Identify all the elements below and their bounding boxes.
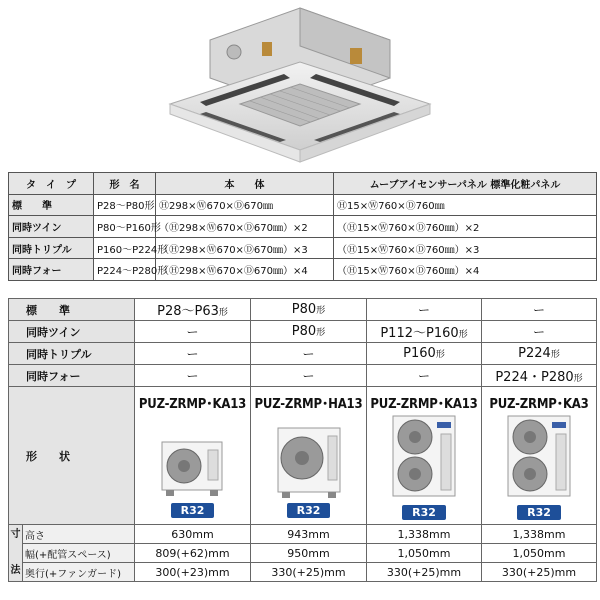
row-standard [9,299,597,321]
dim-value: 943mm [251,525,367,544]
dim-value: 1,050mm [367,544,482,563]
header-type: タ イ プ [9,173,94,195]
label-model: 形 状 [26,449,70,463]
cell-dash: ー [367,365,482,387]
header-model: 形 名 [94,173,156,195]
cell-suffix: 形 [218,308,228,318]
r32-badge: R32 [287,503,331,518]
dim-row-height [9,525,597,544]
cell-value: P224・P280 [495,370,574,385]
cell-dash: ー [251,343,367,365]
cell-suffix: 形 [573,374,583,384]
model-cell [482,387,597,525]
dim-row-width [9,544,597,563]
row-panel: Ⓗ15×Ⓦ760×Ⓓ760㎜ [334,194,597,216]
row-twin [9,321,597,343]
cell-value: P28～P63 [157,304,219,319]
cell-suffix: 形 [316,306,326,316]
model-name: PUZ-ZRMP･KA3 [489,397,589,412]
row-four [9,365,597,387]
dim-value: 950mm [251,544,367,563]
row-model: P224～P280形 [94,259,156,281]
dim-label: 幅(+配管スペース) [23,544,135,563]
dim-value: 809(+62)mm [135,544,251,563]
dims-group-label: 寸 法 [9,525,23,582]
row-model: P28～P80形 [94,194,156,216]
row-body: （Ⓗ298×Ⓦ670×Ⓓ670㎜）×3 [156,237,334,259]
panel-size-table [8,172,597,281]
dim-value: 330(+25)mm [367,563,482,582]
dim-label: 高さ [23,525,135,544]
cell-dash: ー [251,365,367,387]
dim-value: 330(+25)mm [482,563,597,582]
dim-value: 630mm [135,525,251,544]
cell-suffix: 形 [316,328,326,338]
row-body: Ⓗ298×Ⓦ670×Ⓓ670㎜ [156,194,334,216]
cell-value: P80 [291,324,317,339]
table-row [9,194,597,216]
table-row [9,259,597,281]
row-model-images [9,387,597,525]
dim-value: 300(+23)mm [135,563,251,582]
dim-row-depth [9,563,597,582]
row-triple [9,343,597,365]
row-model: P80～P160形 [94,216,156,238]
outdoor-unit-large-image [504,414,574,502]
row-panel: （Ⓗ15×Ⓦ760×Ⓓ760㎜）×4 [334,259,597,281]
cell-suffix: 形 [550,350,560,360]
cell-suffix: 形 [458,330,468,340]
dim-value: 1,050mm [482,544,597,563]
header-panel: ムーブアイセンサーパネル 標準化粧パネル [334,173,597,195]
model-cell [251,387,367,525]
outdoor-unit-medium-image [274,424,344,500]
row-panel: （Ⓗ15×Ⓦ760×Ⓓ760㎜）×2 [334,216,597,238]
outdoor-unit-table [8,298,597,582]
table-row [9,216,597,238]
r32-badge: R32 [517,505,561,520]
outdoor-unit-small-image [158,436,228,500]
outdoor-unit-large-image [389,414,459,502]
table-row [9,237,597,259]
cell-value: P160 [403,346,436,361]
r32-badge: R32 [171,503,215,518]
cell-dash: ー [482,321,597,343]
cell-value: P224 [518,346,551,361]
dim-value: 1,338mm [482,525,597,544]
cell-value: P112～P160 [380,326,459,341]
cell-dash: ー [135,365,251,387]
cell-dash: ー [367,299,482,321]
row-type: 同時ツイン [9,216,94,238]
model-cell [367,387,482,525]
model-name: PUZ-ZRMP･KA13 [138,397,247,412]
label-standard: 標 準 [26,303,70,317]
cell-dash: ー [135,321,251,343]
cell-value: P80 [291,302,317,317]
model-cell [135,387,251,525]
table-header-row [9,173,597,195]
row-type: 標 準 [9,194,94,216]
dim-value: 330(+25)mm [251,563,367,582]
row-model: P160～P224形 [94,237,156,259]
label-triple: 同時トリプル [26,347,92,361]
row-body: （Ⓗ298×Ⓦ670×Ⓓ670㎜）×4 [156,259,334,281]
dim-value: 1,338mm [367,525,482,544]
row-type: 同時トリプル [9,237,94,259]
row-panel: （Ⓗ15×Ⓦ760×Ⓓ760㎜）×3 [334,237,597,259]
row-body: （Ⓗ298×Ⓦ670×Ⓓ670㎜）×2 [156,216,334,238]
header-body: 本 体 [156,173,334,195]
label-four: 同時フォー [26,369,81,383]
model-name: PUZ-ZRMP･KA13 [370,397,478,412]
cell-dash: ー [135,343,251,365]
ceiling-cassette-image [160,0,440,168]
model-name: PUZ-ZRMP･HA13 [254,397,363,412]
row-type: 同時フォー [9,259,94,281]
dim-label: 奥行(+ファンガード) [23,563,135,582]
cell-dash: ー [482,299,597,321]
cell-suffix: 形 [435,350,445,360]
r32-badge: R32 [402,505,446,520]
label-twin: 同時ツイン [26,325,81,339]
